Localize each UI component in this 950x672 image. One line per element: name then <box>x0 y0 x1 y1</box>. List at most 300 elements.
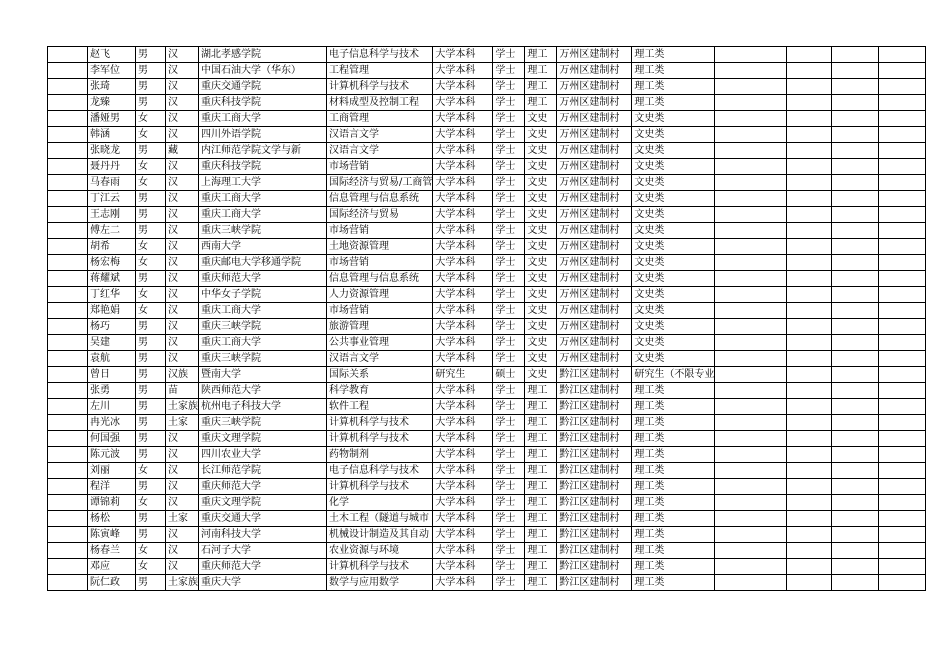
post-type-cell[interactable]: 理工类 <box>632 543 715 559</box>
post-type-cell[interactable]: 理工类 <box>632 431 715 447</box>
name-cell[interactable]: 王志刚 <box>88 207 136 223</box>
empty-cell[interactable] <box>48 95 88 111</box>
location-cell[interactable]: 黔江区建制村 <box>557 495 632 511</box>
category-cell[interactable]: 文史 <box>525 303 557 319</box>
major-cell[interactable]: 信息管理与信息系统 <box>327 271 433 287</box>
ethnicity-cell[interactable]: 汉 <box>166 527 199 543</box>
education-cell[interactable]: 大学本科 <box>433 319 493 335</box>
education-cell[interactable]: 大学本科 <box>433 431 493 447</box>
degree-cell[interactable]: 学士 <box>493 143 525 159</box>
education-cell[interactable]: 大学本科 <box>433 223 493 239</box>
empty-cell[interactable] <box>48 303 88 319</box>
empty-cell[interactable] <box>715 79 787 95</box>
degree-cell[interactable]: 学士 <box>493 159 525 175</box>
post-type-cell[interactable]: 理工类 <box>632 479 715 495</box>
major-cell[interactable]: 机械设计制造及其自动 <box>327 527 433 543</box>
empty-cell[interactable] <box>787 95 832 111</box>
degree-cell[interactable]: 硕士 <box>493 367 525 383</box>
school-cell[interactable]: 杭州电子科技大学 <box>199 399 327 415</box>
empty-cell[interactable] <box>48 143 88 159</box>
location-cell[interactable]: 万州区建制村 <box>557 79 632 95</box>
degree-cell[interactable]: 学士 <box>493 271 525 287</box>
ethnicity-cell[interactable]: 汉 <box>166 175 199 191</box>
ethnicity-cell[interactable]: 汉族 <box>166 367 199 383</box>
empty-cell[interactable] <box>832 47 879 63</box>
education-cell[interactable]: 大学本科 <box>433 143 493 159</box>
empty-cell[interactable] <box>832 191 879 207</box>
empty-cell[interactable] <box>787 415 832 431</box>
empty-cell[interactable] <box>715 255 787 271</box>
degree-cell[interactable]: 学士 <box>493 95 525 111</box>
education-cell[interactable]: 大学本科 <box>433 335 493 351</box>
degree-cell[interactable]: 学士 <box>493 335 525 351</box>
category-cell[interactable]: 理工 <box>525 415 557 431</box>
category-cell[interactable]: 文史 <box>525 255 557 271</box>
empty-cell[interactable] <box>879 223 926 239</box>
degree-cell[interactable]: 学士 <box>493 319 525 335</box>
name-cell[interactable]: 胡希 <box>88 239 136 255</box>
empty-cell[interactable] <box>48 415 88 431</box>
location-cell[interactable]: 万州区建制村 <box>557 191 632 207</box>
major-cell[interactable]: 市场营销 <box>327 303 433 319</box>
location-cell[interactable]: 万州区建制村 <box>557 111 632 127</box>
location-cell[interactable]: 黔江区建制村 <box>557 431 632 447</box>
degree-cell[interactable]: 学士 <box>493 431 525 447</box>
location-cell[interactable]: 黔江区建制村 <box>557 575 632 591</box>
empty-cell[interactable] <box>879 415 926 431</box>
major-cell[interactable]: 国际经济与贸易 <box>327 207 433 223</box>
empty-cell[interactable] <box>715 319 787 335</box>
post-type-cell[interactable]: 理工类 <box>632 415 715 431</box>
empty-cell[interactable] <box>715 415 787 431</box>
empty-cell[interactable] <box>787 127 832 143</box>
category-cell[interactable]: 理工 <box>525 63 557 79</box>
empty-cell[interactable] <box>879 463 926 479</box>
gender-cell[interactable]: 女 <box>136 303 166 319</box>
school-cell[interactable]: 重庆文理学院 <box>199 495 327 511</box>
category-cell[interactable]: 文史 <box>525 319 557 335</box>
empty-cell[interactable] <box>832 543 879 559</box>
ethnicity-cell[interactable]: 汉 <box>166 463 199 479</box>
degree-cell[interactable]: 学士 <box>493 463 525 479</box>
post-type-cell[interactable]: 文史类 <box>632 175 715 191</box>
ethnicity-cell[interactable]: 汉 <box>166 431 199 447</box>
post-type-cell[interactable]: 文史类 <box>632 191 715 207</box>
school-cell[interactable]: 长江师范学院 <box>199 463 327 479</box>
empty-cell[interactable] <box>715 111 787 127</box>
empty-cell[interactable] <box>832 63 879 79</box>
school-cell[interactable]: 四川外语学院 <box>199 127 327 143</box>
name-cell[interactable]: 傅左二 <box>88 223 136 239</box>
school-cell[interactable]: 重庆工商大学 <box>199 191 327 207</box>
category-cell[interactable]: 文史 <box>525 111 557 127</box>
degree-cell[interactable]: 学士 <box>493 175 525 191</box>
empty-cell[interactable] <box>48 111 88 127</box>
name-cell[interactable]: 杨宏梅 <box>88 255 136 271</box>
major-cell[interactable]: 材料成型及控制工程 <box>327 95 433 111</box>
empty-cell[interactable] <box>879 239 926 255</box>
location-cell[interactable]: 万州区建制村 <box>557 223 632 239</box>
empty-cell[interactable] <box>48 207 88 223</box>
category-cell[interactable]: 文史 <box>525 223 557 239</box>
major-cell[interactable]: 科学教育 <box>327 383 433 399</box>
school-cell[interactable]: 重庆邮电大学移通学院 <box>199 255 327 271</box>
education-cell[interactable]: 研究生 <box>433 367 493 383</box>
post-type-cell[interactable]: 文史类 <box>632 271 715 287</box>
degree-cell[interactable]: 学士 <box>493 111 525 127</box>
empty-cell[interactable] <box>787 191 832 207</box>
name-cell[interactable]: 杨巧 <box>88 319 136 335</box>
empty-cell[interactable] <box>715 559 787 575</box>
gender-cell[interactable]: 女 <box>136 255 166 271</box>
gender-cell[interactable]: 男 <box>136 335 166 351</box>
empty-cell[interactable] <box>715 175 787 191</box>
location-cell[interactable]: 万州区建制村 <box>557 351 632 367</box>
location-cell[interactable]: 黔江区建制村 <box>557 543 632 559</box>
degree-cell[interactable]: 学士 <box>493 191 525 207</box>
empty-cell[interactable] <box>715 287 787 303</box>
category-cell[interactable]: 理工 <box>525 47 557 63</box>
degree-cell[interactable]: 学士 <box>493 383 525 399</box>
education-cell[interactable]: 大学本科 <box>433 271 493 287</box>
empty-cell[interactable] <box>715 127 787 143</box>
empty-cell[interactable] <box>715 207 787 223</box>
post-type-cell[interactable]: 文史类 <box>632 143 715 159</box>
school-cell[interactable]: 内江师范学院文学与新 <box>199 143 327 159</box>
empty-cell[interactable] <box>879 143 926 159</box>
major-cell[interactable]: 计算机科学与技术 <box>327 559 433 575</box>
name-cell[interactable]: 赵飞 <box>88 47 136 63</box>
degree-cell[interactable]: 学士 <box>493 447 525 463</box>
category-cell[interactable]: 理工 <box>525 511 557 527</box>
empty-cell[interactable] <box>715 191 787 207</box>
location-cell[interactable]: 万州区建制村 <box>557 287 632 303</box>
empty-cell[interactable] <box>48 255 88 271</box>
gender-cell[interactable]: 女 <box>136 495 166 511</box>
school-cell[interactable]: 四川农业大学 <box>199 447 327 463</box>
empty-cell[interactable] <box>715 95 787 111</box>
location-cell[interactable]: 万州区建制村 <box>557 63 632 79</box>
empty-cell[interactable] <box>832 287 879 303</box>
empty-cell[interactable] <box>48 575 88 591</box>
education-cell[interactable]: 大学本科 <box>433 543 493 559</box>
empty-cell[interactable] <box>787 463 832 479</box>
category-cell[interactable]: 文史 <box>525 207 557 223</box>
school-cell[interactable]: 中国石油大学（华东） <box>199 63 327 79</box>
ethnicity-cell[interactable]: 汉 <box>166 495 199 511</box>
location-cell[interactable]: 万州区建制村 <box>557 335 632 351</box>
degree-cell[interactable]: 学士 <box>493 543 525 559</box>
post-type-cell[interactable]: 文史类 <box>632 111 715 127</box>
major-cell[interactable]: 公共事业管理 <box>327 335 433 351</box>
post-type-cell[interactable]: 理工类 <box>632 559 715 575</box>
gender-cell[interactable]: 男 <box>136 207 166 223</box>
gender-cell[interactable]: 男 <box>136 351 166 367</box>
name-cell[interactable]: 邓应 <box>88 559 136 575</box>
empty-cell[interactable] <box>787 399 832 415</box>
empty-cell[interactable] <box>715 367 787 383</box>
major-cell[interactable]: 市场营销 <box>327 159 433 175</box>
gender-cell[interactable]: 女 <box>136 127 166 143</box>
empty-cell[interactable] <box>787 351 832 367</box>
ethnicity-cell[interactable]: 汉 <box>166 95 199 111</box>
empty-cell[interactable] <box>787 111 832 127</box>
post-type-cell[interactable]: 理工类 <box>632 447 715 463</box>
empty-cell[interactable] <box>715 527 787 543</box>
name-cell[interactable]: 吴建 <box>88 335 136 351</box>
category-cell[interactable]: 文史 <box>525 239 557 255</box>
ethnicity-cell[interactable]: 汉 <box>166 191 199 207</box>
school-cell[interactable]: 重庆交通大学 <box>199 511 327 527</box>
empty-cell[interactable] <box>879 447 926 463</box>
empty-cell[interactable] <box>832 223 879 239</box>
location-cell[interactable]: 黔江区建制村 <box>557 415 632 431</box>
education-cell[interactable]: 大学本科 <box>433 47 493 63</box>
empty-cell[interactable] <box>715 239 787 255</box>
location-cell[interactable]: 万州区建制村 <box>557 127 632 143</box>
degree-cell[interactable]: 学士 <box>493 511 525 527</box>
empty-cell[interactable] <box>879 127 926 143</box>
empty-cell[interactable] <box>48 511 88 527</box>
category-cell[interactable]: 文史 <box>525 287 557 303</box>
empty-cell[interactable] <box>787 79 832 95</box>
empty-cell[interactable] <box>715 63 787 79</box>
major-cell[interactable]: 工程管理 <box>327 63 433 79</box>
education-cell[interactable]: 大学本科 <box>433 479 493 495</box>
empty-cell[interactable] <box>879 399 926 415</box>
ethnicity-cell[interactable]: 汉 <box>166 543 199 559</box>
school-cell[interactable]: 重庆工商大学 <box>199 303 327 319</box>
school-cell[interactable]: 重庆大学 <box>199 575 327 591</box>
empty-cell[interactable] <box>715 159 787 175</box>
school-cell[interactable]: 中华女子学院 <box>199 287 327 303</box>
school-cell[interactable]: 重庆工商大学 <box>199 335 327 351</box>
empty-cell[interactable] <box>879 159 926 175</box>
empty-cell[interactable] <box>715 543 787 559</box>
empty-cell[interactable] <box>48 175 88 191</box>
empty-cell[interactable] <box>879 319 926 335</box>
degree-cell[interactable]: 学士 <box>493 479 525 495</box>
post-type-cell[interactable]: 理工类 <box>632 463 715 479</box>
location-cell[interactable]: 黔江区建制村 <box>557 479 632 495</box>
empty-cell[interactable] <box>715 495 787 511</box>
major-cell[interactable]: 信息管理与信息系统 <box>327 191 433 207</box>
education-cell[interactable]: 大学本科 <box>433 287 493 303</box>
post-type-cell[interactable]: 研究生（不限专业 <box>632 367 715 383</box>
post-type-cell[interactable]: 理工类 <box>632 47 715 63</box>
name-cell[interactable]: 阮仁政 <box>88 575 136 591</box>
empty-cell[interactable] <box>787 479 832 495</box>
school-cell[interactable]: 重庆文理学院 <box>199 431 327 447</box>
empty-cell[interactable] <box>715 351 787 367</box>
major-cell[interactable]: 农业资源与环境 <box>327 543 433 559</box>
ethnicity-cell[interactable]: 汉 <box>166 351 199 367</box>
post-type-cell[interactable]: 文史类 <box>632 255 715 271</box>
gender-cell[interactable]: 男 <box>136 415 166 431</box>
empty-cell[interactable] <box>787 287 832 303</box>
empty-cell[interactable] <box>48 527 88 543</box>
school-cell[interactable]: 重庆师范大学 <box>199 559 327 575</box>
empty-cell[interactable] <box>48 79 88 95</box>
category-cell[interactable]: 理工 <box>525 543 557 559</box>
empty-cell[interactable] <box>715 575 787 591</box>
empty-cell[interactable] <box>879 271 926 287</box>
education-cell[interactable]: 大学本科 <box>433 79 493 95</box>
name-cell[interactable]: 张晓龙 <box>88 143 136 159</box>
empty-cell[interactable] <box>787 143 832 159</box>
major-cell[interactable]: 计算机科学与技术 <box>327 431 433 447</box>
empty-cell[interactable] <box>787 543 832 559</box>
empty-cell[interactable] <box>715 431 787 447</box>
ethnicity-cell[interactable]: 土家族 <box>166 399 199 415</box>
empty-cell[interactable] <box>48 559 88 575</box>
major-cell[interactable]: 国际经济与贸易/工商管 <box>327 175 433 191</box>
major-cell[interactable]: 电子信息科学与技术 <box>327 463 433 479</box>
school-cell[interactable]: 暨南大学 <box>199 367 327 383</box>
gender-cell[interactable]: 男 <box>136 319 166 335</box>
degree-cell[interactable]: 学士 <box>493 223 525 239</box>
education-cell[interactable]: 大学本科 <box>433 175 493 191</box>
education-cell[interactable]: 大学本科 <box>433 159 493 175</box>
empty-cell[interactable] <box>879 191 926 207</box>
empty-cell[interactable] <box>879 575 926 591</box>
empty-cell[interactable] <box>832 383 879 399</box>
ethnicity-cell[interactable]: 汉 <box>166 287 199 303</box>
school-cell[interactable]: 重庆科技学院 <box>199 95 327 111</box>
post-type-cell[interactable]: 理工类 <box>632 95 715 111</box>
category-cell[interactable]: 理工 <box>525 527 557 543</box>
post-type-cell[interactable]: 文史类 <box>632 159 715 175</box>
post-type-cell[interactable]: 理工类 <box>632 495 715 511</box>
gender-cell[interactable]: 男 <box>136 143 166 159</box>
ethnicity-cell[interactable]: 土家 <box>166 415 199 431</box>
name-cell[interactable]: 陈寅峰 <box>88 527 136 543</box>
degree-cell[interactable]: 学士 <box>493 79 525 95</box>
major-cell[interactable]: 计算机科学与技术 <box>327 415 433 431</box>
post-type-cell[interactable]: 理工类 <box>632 63 715 79</box>
major-cell[interactable]: 计算机科学与技术 <box>327 79 433 95</box>
empty-cell[interactable] <box>787 255 832 271</box>
ethnicity-cell[interactable]: 汉 <box>166 47 199 63</box>
empty-cell[interactable] <box>832 127 879 143</box>
degree-cell[interactable]: 学士 <box>493 239 525 255</box>
empty-cell[interactable] <box>832 511 879 527</box>
ethnicity-cell[interactable]: 汉 <box>166 319 199 335</box>
major-cell[interactable]: 人力资源管理 <box>327 287 433 303</box>
empty-cell[interactable] <box>715 383 787 399</box>
ethnicity-cell[interactable]: 汉 <box>166 559 199 575</box>
major-cell[interactable]: 土地资源管理 <box>327 239 433 255</box>
empty-cell[interactable] <box>832 431 879 447</box>
empty-cell[interactable] <box>832 95 879 111</box>
gender-cell[interactable]: 男 <box>136 447 166 463</box>
empty-cell[interactable] <box>879 479 926 495</box>
education-cell[interactable]: 大学本科 <box>433 207 493 223</box>
empty-cell[interactable] <box>787 495 832 511</box>
post-type-cell[interactable]: 理工类 <box>632 511 715 527</box>
empty-cell[interactable] <box>48 287 88 303</box>
category-cell[interactable]: 文史 <box>525 351 557 367</box>
empty-cell[interactable] <box>715 511 787 527</box>
empty-cell[interactable] <box>787 63 832 79</box>
gender-cell[interactable]: 男 <box>136 383 166 399</box>
category-cell[interactable]: 理工 <box>525 559 557 575</box>
post-type-cell[interactable]: 文史类 <box>632 127 715 143</box>
category-cell[interactable]: 理工 <box>525 95 557 111</box>
gender-cell[interactable]: 男 <box>136 479 166 495</box>
school-cell[interactable]: 上海理工大学 <box>199 175 327 191</box>
name-cell[interactable]: 杨松 <box>88 511 136 527</box>
gender-cell[interactable]: 女 <box>136 543 166 559</box>
major-cell[interactable]: 市场营销 <box>327 255 433 271</box>
empty-cell[interactable] <box>879 95 926 111</box>
gender-cell[interactable]: 女 <box>136 463 166 479</box>
category-cell[interactable]: 文史 <box>525 159 557 175</box>
empty-cell[interactable] <box>48 431 88 447</box>
school-cell[interactable]: 重庆三峡学院 <box>199 319 327 335</box>
gender-cell[interactable]: 男 <box>136 399 166 415</box>
school-cell[interactable]: 陕西师范大学 <box>199 383 327 399</box>
name-cell[interactable]: 谭锦莉 <box>88 495 136 511</box>
empty-cell[interactable] <box>832 335 879 351</box>
ethnicity-cell[interactable]: 汉 <box>166 111 199 127</box>
gender-cell[interactable]: 男 <box>136 271 166 287</box>
school-cell[interactable]: 湖北孝感学院 <box>199 47 327 63</box>
empty-cell[interactable] <box>832 159 879 175</box>
empty-cell[interactable] <box>879 559 926 575</box>
empty-cell[interactable] <box>832 79 879 95</box>
ethnicity-cell[interactable]: 藏 <box>166 143 199 159</box>
name-cell[interactable]: 李军位 <box>88 63 136 79</box>
empty-cell[interactable] <box>879 527 926 543</box>
empty-cell[interactable] <box>879 111 926 127</box>
ethnicity-cell[interactable]: 汉 <box>166 479 199 495</box>
gender-cell[interactable]: 男 <box>136 47 166 63</box>
empty-cell[interactable] <box>879 335 926 351</box>
education-cell[interactable]: 大学本科 <box>433 303 493 319</box>
education-cell[interactable]: 大学本科 <box>433 463 493 479</box>
post-type-cell[interactable]: 文史类 <box>632 303 715 319</box>
category-cell[interactable]: 文史 <box>525 367 557 383</box>
ethnicity-cell[interactable]: 苗 <box>166 383 199 399</box>
name-cell[interactable]: 聂丹丹 <box>88 159 136 175</box>
empty-cell[interactable] <box>787 223 832 239</box>
location-cell[interactable]: 万州区建制村 <box>557 303 632 319</box>
major-cell[interactable]: 化学 <box>327 495 433 511</box>
school-cell[interactable]: 重庆交通学院 <box>199 79 327 95</box>
gender-cell[interactable]: 男 <box>136 431 166 447</box>
education-cell[interactable]: 大学本科 <box>433 527 493 543</box>
empty-cell[interactable] <box>48 319 88 335</box>
empty-cell[interactable] <box>879 63 926 79</box>
education-cell[interactable]: 大学本科 <box>433 415 493 431</box>
degree-cell[interactable]: 学士 <box>493 63 525 79</box>
category-cell[interactable]: 文史 <box>525 191 557 207</box>
empty-cell[interactable] <box>787 271 832 287</box>
empty-cell[interactable] <box>879 351 926 367</box>
name-cell[interactable]: 郑艳娟 <box>88 303 136 319</box>
empty-cell[interactable] <box>787 559 832 575</box>
education-cell[interactable]: 大学本科 <box>433 399 493 415</box>
major-cell[interactable]: 国际关系 <box>327 367 433 383</box>
empty-cell[interactable] <box>48 127 88 143</box>
empty-cell[interactable] <box>48 495 88 511</box>
empty-cell[interactable] <box>879 79 926 95</box>
empty-cell[interactable] <box>787 511 832 527</box>
empty-cell[interactable] <box>832 319 879 335</box>
location-cell[interactable]: 黔江区建制村 <box>557 399 632 415</box>
degree-cell[interactable]: 学士 <box>493 559 525 575</box>
